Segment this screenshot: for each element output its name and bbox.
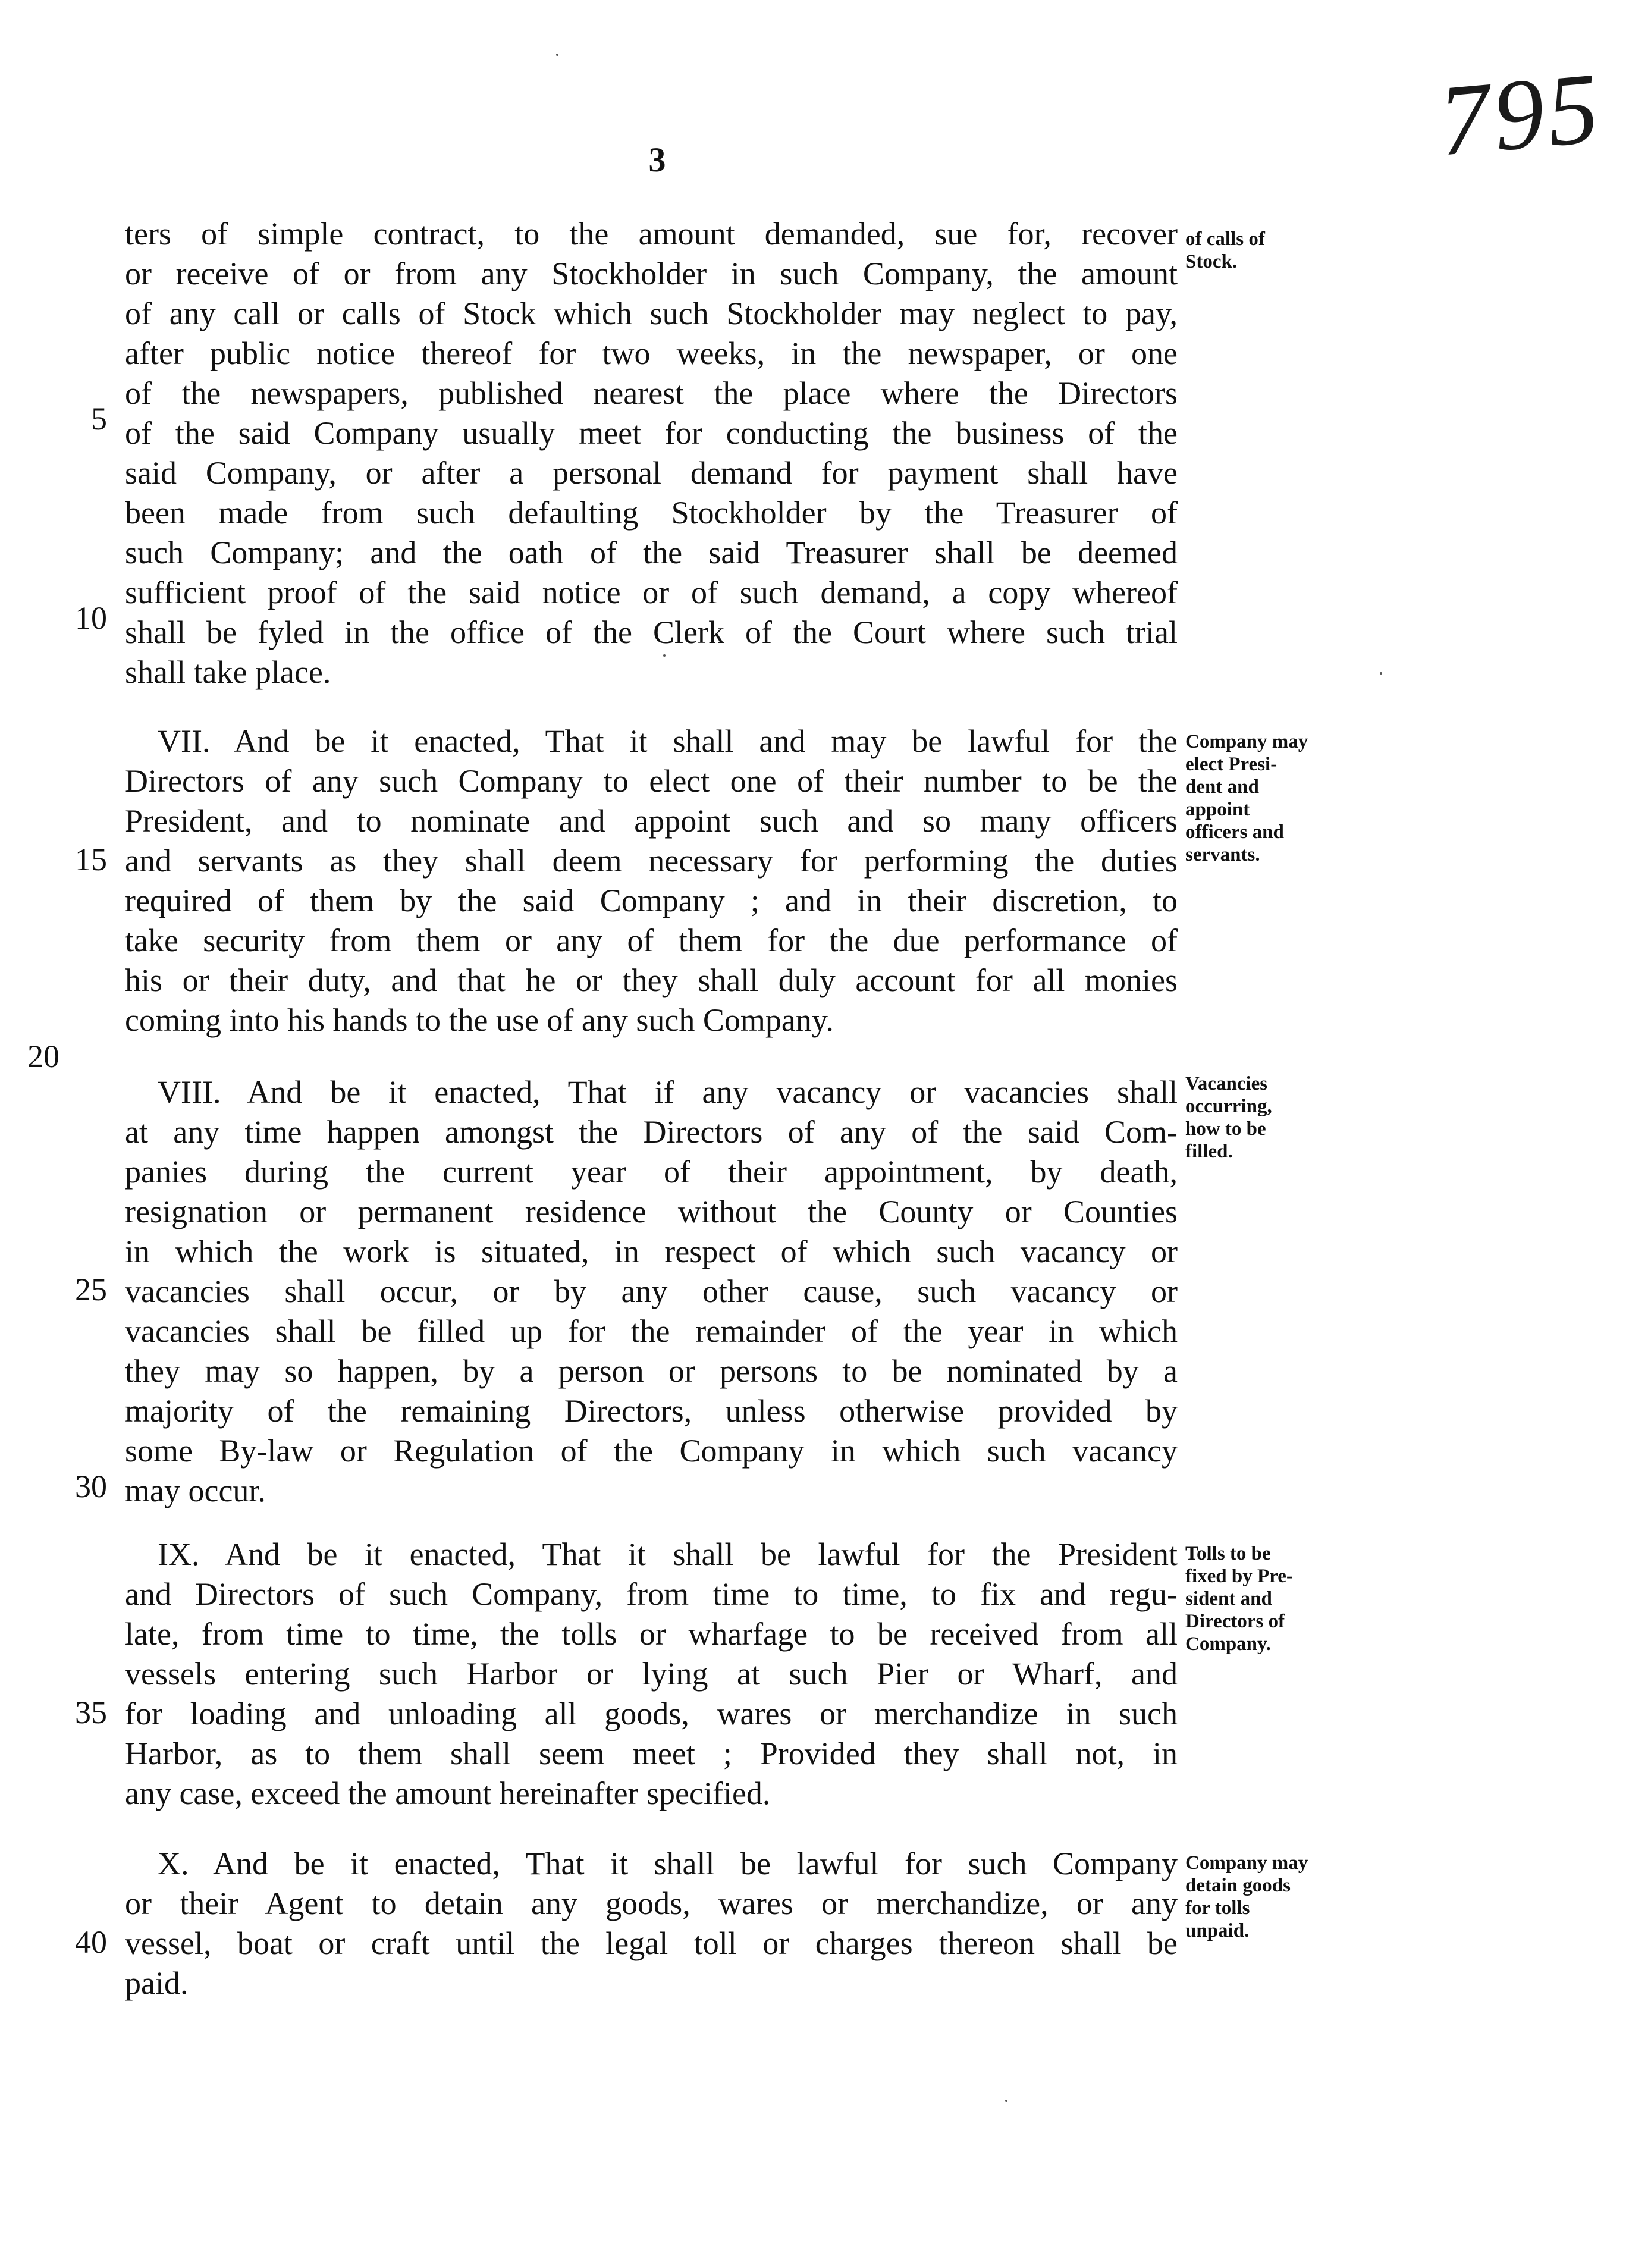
margin-note-line: how to be: [1185, 1118, 1266, 1140]
body-line: President, and to nominate and appoint such and so many officers: [125, 803, 1178, 839]
section-vii: [125, 722, 1178, 1040]
line-number: 10: [75, 600, 107, 636]
margin-note-line: fixed by Pre-: [1185, 1566, 1293, 1587]
margin-note-line: Company may: [1185, 1852, 1308, 1874]
body-line: sufficient proof of the said notice or of such demand, a copy whereof: [125, 575, 1178, 610]
section-x: [125, 1844, 1178, 2003]
body-line: after public notice thereof for two weeks, in the newspaper, or one: [125, 335, 1178, 371]
body-line: paid.: [125, 1965, 189, 2001]
body-line: of the said Company usually meet for conducting the business of the: [125, 415, 1178, 451]
margin-note-line: occurring,: [1185, 1096, 1272, 1117]
body-line: or their Agent to detain any goods, wares or merchandize, or any: [125, 1886, 1178, 1921]
body-line: in which the work is situated, in respect of which such vacancy or: [125, 1234, 1178, 1269]
body-line: any case, exceed the amount hereinafter specified.: [125, 1775, 771, 1811]
margin-note-line: for tolls: [1185, 1897, 1250, 1919]
margin-note-line: sident and: [1185, 1588, 1272, 1610]
body-line: such Company; and the oath of the said Treasurer shall be deemed: [125, 535, 1178, 570]
body-line: vessel, boat or craft until the legal toll or charges thereon shall be: [125, 1925, 1178, 1961]
body-line: panies during the current year of their appointment, by death,: [125, 1154, 1178, 1190]
body-line: coming into his hands to the use of any such Company.: [125, 1002, 834, 1038]
margin-note-line: Company.: [1185, 1633, 1271, 1655]
body-line: VII. And be it enacted, That it shall and may be lawful for the: [158, 723, 1178, 759]
margin-note-detain-goods: [1185, 1852, 1364, 1942]
body-line: his or their duty, and that he or they shall duly account for all monies: [125, 962, 1178, 998]
body-line: majority of the remaining Directors, unless otherwise provided by: [125, 1393, 1178, 1429]
line-number: 20: [27, 1039, 59, 1074]
body-line: Harbor, as to them shall seem meet ; Provided they shall not, in: [125, 1736, 1178, 1771]
body-line: of any call or calls of Stock which such Stockholder may neglect to pay,: [125, 296, 1178, 331]
body-line: and servants as they shall deem necessary for performing the duties: [125, 843, 1178, 879]
body-line: vacancies shall occur, or by any other cause, such vacancy or: [125, 1273, 1178, 1309]
line-number: 35: [75, 1695, 107, 1730]
section-ix: [125, 1535, 1178, 1814]
margin-note-line: filled.: [1185, 1141, 1233, 1162]
line-number: 25: [75, 1272, 107, 1307]
body-line: for loading and unloading all goods, wares or merchandize in such: [125, 1696, 1178, 1731]
body-line: shall take place.: [125, 654, 331, 690]
margin-note-calls-of-stock: [1185, 228, 1364, 273]
print-speck: [1380, 672, 1382, 675]
body-line: of the newspapers, published nearest the place where the Directors: [125, 375, 1178, 411]
margin-note-line: Directors of: [1185, 1611, 1285, 1632]
body-line: ters of simple contract, to the amount demanded, sue for, recover: [125, 216, 1178, 252]
margin-note-line: detain goods: [1185, 1875, 1291, 1896]
print-speck: [556, 54, 558, 56]
margin-note-line: of calls of: [1185, 228, 1265, 250]
line-number: 30: [75, 1469, 107, 1504]
body-line: shall be fyled in the office of the Clerk of the Court where such trial: [125, 614, 1178, 650]
margin-note-line: unpaid.: [1185, 1920, 1250, 1941]
body-line: late, from time to time, the tolls or wharfage to be received from all: [125, 1616, 1178, 1652]
margin-note-line: officers and: [1185, 821, 1284, 843]
margin-note-line: appoint: [1185, 799, 1250, 820]
body-line: vacancies shall be filled up for the remainder of the year in which: [125, 1313, 1178, 1349]
body-line: IX. And be it enacted, That it shall be lawful for the President: [158, 1536, 1178, 1572]
body-line: Directors of any such Company to elect one of their number to be the: [125, 763, 1178, 799]
body-line: may occur.: [125, 1473, 266, 1508]
page-number: 3: [648, 140, 666, 179]
line-number: 40: [75, 1924, 107, 1960]
margin-note-line: Company may: [1185, 731, 1308, 752]
margin-note-line: Vacancies: [1185, 1073, 1268, 1094]
line-number: 5: [91, 401, 107, 437]
body-line: some By-law or Regulation of the Company in which such vacancy: [125, 1433, 1178, 1469]
margin-note-line: servants.: [1185, 844, 1260, 865]
section-viii: [125, 1072, 1178, 1511]
body-line: resignation or permanent residence without the County or Counties: [125, 1194, 1178, 1229]
margin-note-tolls: [1185, 1542, 1364, 1655]
print-speck: [663, 654, 666, 657]
margin-note-line: elect Presi-: [1185, 754, 1278, 775]
section-continuation: [125, 214, 1178, 692]
margin-note-line: Stock.: [1185, 251, 1238, 272]
body-line: X. And be it enacted, That it shall be lawful for such Company: [158, 1846, 1178, 1881]
body-line: take security from them or any of them for the due performance of: [125, 923, 1178, 958]
body-line: or receive of or from any Stockholder in such Company, the amount: [125, 256, 1178, 291]
print-speck: [1005, 2100, 1007, 2102]
body-line: and Directors of such Company, from time to time, to fix and regu-: [125, 1576, 1178, 1612]
body-line: vessels entering such Harbor or lying at such Pier or Wharf, and: [125, 1656, 1178, 1692]
body-line: at any time happen amongst the Directors of any of the said Com-: [125, 1114, 1178, 1150]
line-number: 15: [75, 842, 107, 877]
body-line: been made from such defaulting Stockholder by the Treasurer of: [125, 495, 1178, 531]
body-line: VIII. And be it enacted, That if any vacancy or vacancies shall: [158, 1074, 1178, 1110]
body-line: required of them by the said Company ; and in their discretion, to: [125, 883, 1178, 918]
body-line: they may so happen, by a person or persons to be nominated by a: [125, 1353, 1178, 1389]
margin-note-vacancies: [1185, 1072, 1364, 1163]
margin-note-line: dent and: [1185, 776, 1259, 798]
margin-note-elect-president: [1185, 730, 1364, 866]
margin-note-line: Tolls to be: [1185, 1543, 1271, 1564]
body-line: said Company, or after a personal demand for payment shall have: [125, 455, 1178, 491]
handwritten-folio-number: 795: [1435, 51, 1606, 177]
